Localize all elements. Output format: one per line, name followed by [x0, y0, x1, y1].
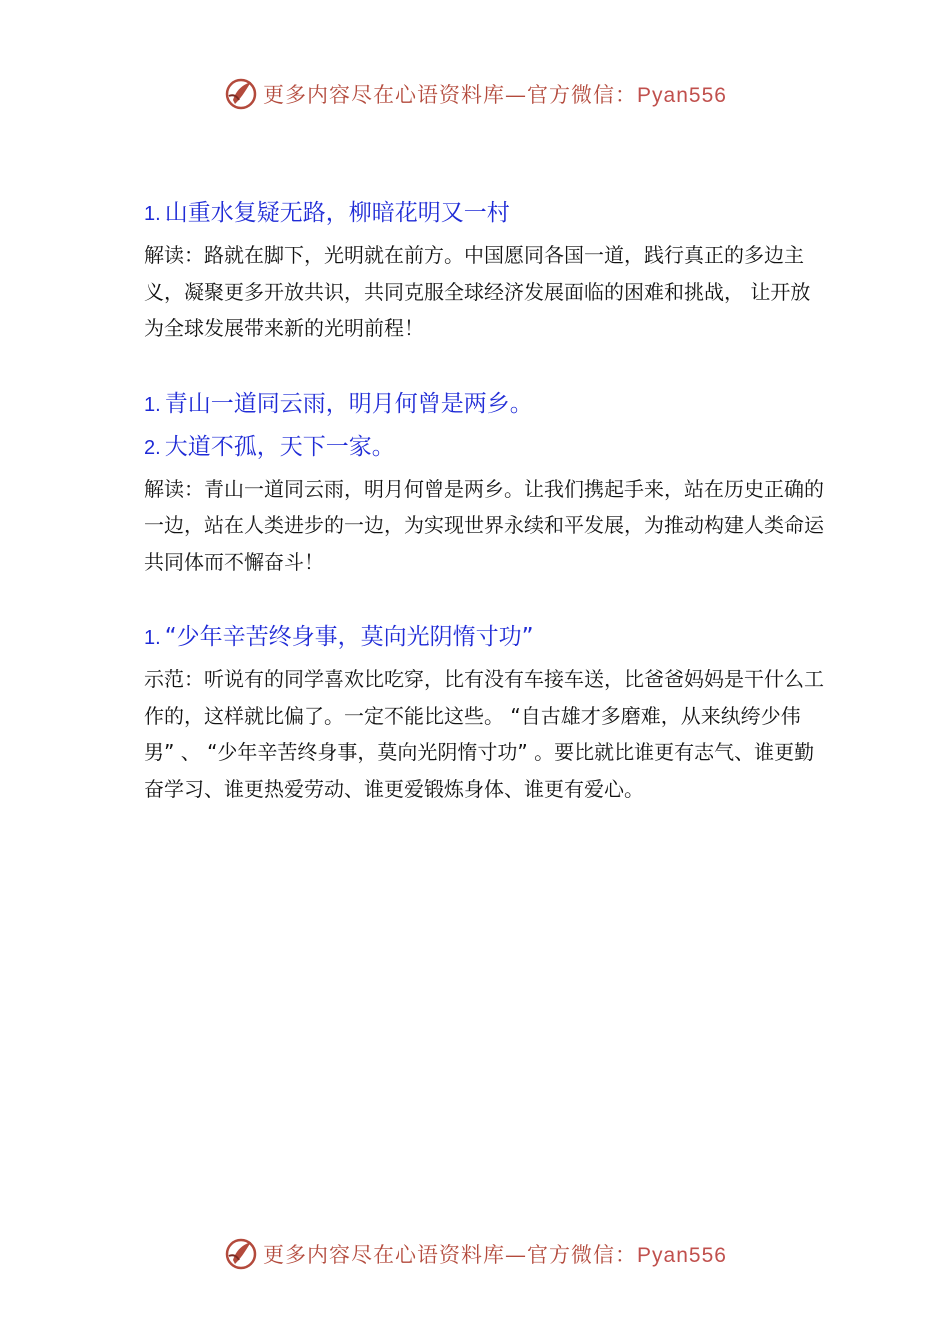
header-banner — [0, 74, 950, 114]
section-heading — [144, 383, 824, 426]
brand-logo-icon — [223, 76, 259, 112]
heading-number: 1. — [144, 393, 161, 416]
section-heading — [144, 426, 824, 469]
section-3 — [144, 616, 824, 807]
section-paragraph: 解读：青山一道同云雨，明月何曾是两乡。让我们携起手来，站在历史正确的一边，站在人类进步的一边，为实现世界永续和平发展，为推动构建人类命运共同体而不懈奋斗！ — [144, 476, 824, 574]
banner-text — [263, 1239, 727, 1269]
section-heading — [144, 616, 824, 659]
heading-number: 1. — [144, 627, 161, 649]
heading-number: 1. — [144, 203, 161, 225]
section-paragraph: 解读：路就在脚下，光明就在前方。中国愿同各国一道，践行真正的多边主义，凝聚更多开放共识，共同克服全球经济发展面临的困难和挑战， 让开放为全球发展带来新的光明前程！ — [144, 243, 811, 340]
section-paragraph: 示范：听说有的同学喜欢比吃穿，比有没有车接车送，比爸爸妈妈是干什么工作的，这样就比偏了。一定不能比这些。 “自古雄才多磨难，从来纨绔少伟男” 、 “少年辛苦终身事，莫向光阴惰寸功” 。要比就比谁更有志气、谁更勤奋学习、谁更热爱劳动、谁更爱锻炼身体、谁更有爱心。 — [144, 667, 824, 801]
banner-slogan: 更多内容尽在心语资料库—官方微信： — [263, 83, 638, 107]
heading-text: 大道不孤，天下一家。 — [164, 433, 395, 460]
banner-contact: Pyan556 — [637, 84, 727, 107]
banner-contact: Pyan556 — [637, 1244, 727, 1267]
section-1 — [144, 192, 824, 347]
banner-text — [263, 79, 727, 109]
heading-text: 山重水复疑无路，柳暗花明又一村 — [164, 200, 510, 226]
section-2 — [144, 383, 824, 581]
heading-text: 青山一道同云雨，明月何曾是两乡。 — [164, 390, 533, 417]
section-heading — [144, 192, 824, 235]
heading-text: “少年辛苦终身事，莫向光阴惰寸功” — [164, 624, 534, 650]
document-body — [144, 192, 824, 843]
banner-slogan: 更多内容尽在心语资料库—官方微信： — [263, 1243, 638, 1267]
heading-number: 2. — [144, 436, 161, 459]
brand-logo-icon — [223, 1236, 259, 1272]
footer-banner — [0, 1234, 950, 1274]
